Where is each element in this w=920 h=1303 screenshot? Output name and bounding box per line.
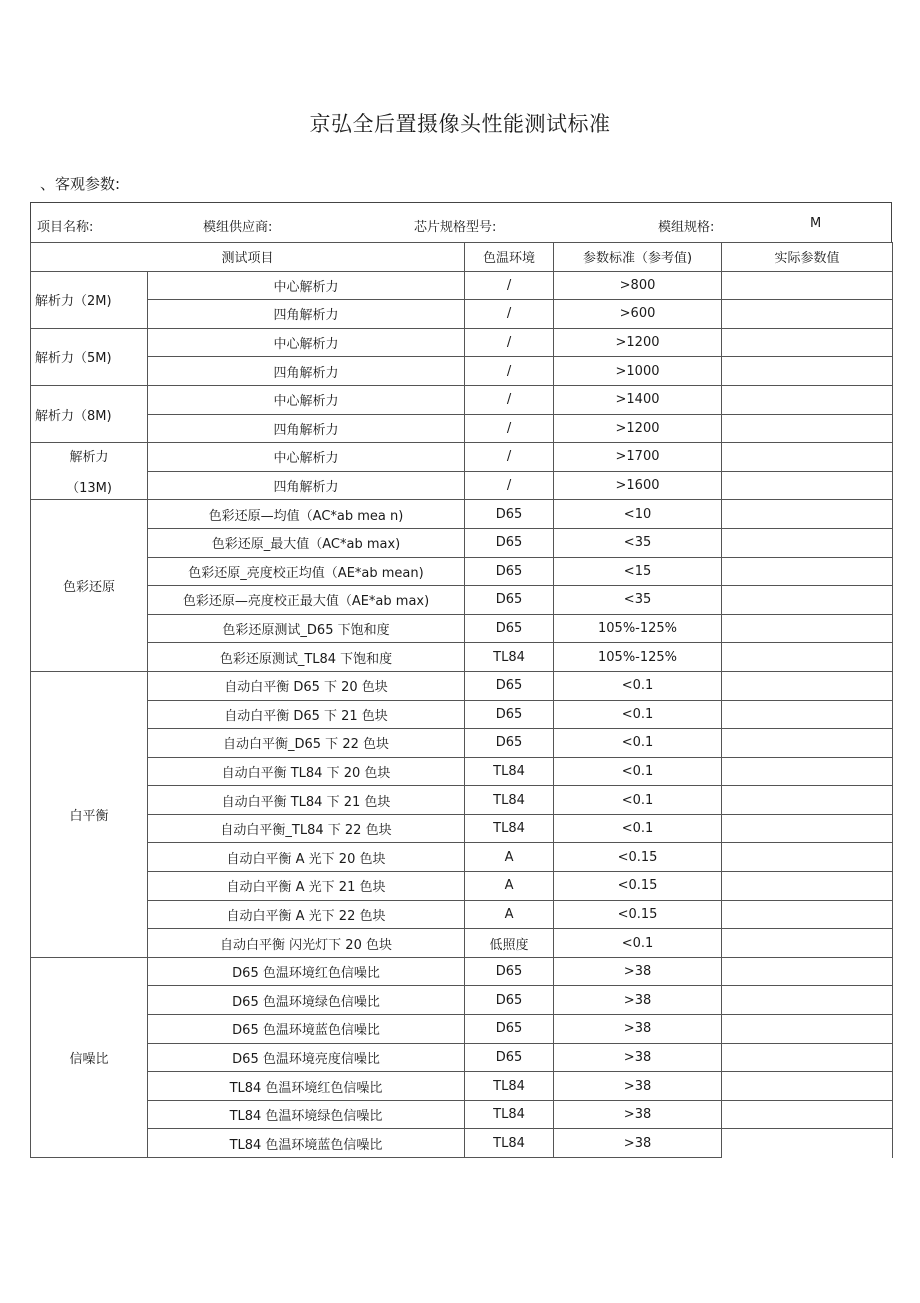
standard-cell: <10: [554, 500, 722, 529]
group-name-cell: [31, 443, 148, 500]
test-item-cell: 四角解析力: [148, 471, 465, 500]
standard-cell: >600: [554, 300, 722, 329]
color-temp-cell: TL84: [465, 1129, 554, 1158]
test-item-cell: 自动白平衡 A 光下 21 色块: [148, 872, 465, 901]
table-row: [31, 872, 893, 901]
group-name: 解析力（2M): [35, 294, 112, 310]
standard-cell: 105%-125%: [554, 614, 722, 643]
actual-value-cell[interactable]: [722, 471, 893, 500]
table-row: [31, 1015, 893, 1044]
table-row: [31, 900, 893, 929]
color-temp-cell: D65: [465, 957, 554, 986]
standard-cell: >1200: [554, 414, 722, 443]
actual-value-cell[interactable]: [722, 814, 893, 843]
table-row: [31, 1072, 893, 1101]
standard-cell: <0.1: [554, 757, 722, 786]
test-item-cell: D65 色温环境亮度信噪比: [148, 1043, 465, 1072]
group-name: 色彩还原: [62, 580, 115, 596]
actual-value-cell[interactable]: [722, 557, 893, 586]
actual-value-cell[interactable]: [722, 1129, 893, 1158]
table-row: [31, 271, 893, 300]
header-actual: 实际参数值: [722, 243, 893, 272]
actual-value-cell[interactable]: [722, 328, 893, 357]
test-item-cell: D65 色温环境蓝色信噪比: [148, 1015, 465, 1044]
color-temp-cell: D65: [465, 586, 554, 615]
table-row: [31, 1100, 893, 1129]
table-row: [31, 328, 893, 357]
test-item-cell: 自动白平衡_D65 下 22 色块: [148, 729, 465, 758]
table-row: [31, 471, 893, 500]
table-row: [31, 814, 893, 843]
color-temp-cell: /: [465, 357, 554, 386]
actual-value-cell[interactable]: [722, 757, 893, 786]
chip-model-label: 芯片规格型号:: [414, 220, 497, 235]
actual-value-cell[interactable]: [722, 643, 893, 672]
actual-value-cell[interactable]: [722, 700, 893, 729]
actual-value-cell[interactable]: [722, 443, 893, 472]
table-row: [31, 1043, 893, 1072]
color-temp-cell: /: [465, 328, 554, 357]
standard-cell: >38: [554, 957, 722, 986]
actual-value-cell[interactable]: [722, 957, 893, 986]
table-row: [31, 414, 893, 443]
color-temp-cell: D65: [465, 729, 554, 758]
standard-cell: <0.1: [554, 929, 722, 958]
table-row: [31, 729, 893, 758]
info-row: [30, 202, 892, 242]
color-temp-cell: D65: [465, 671, 554, 700]
section-heading: 、客观参数:: [40, 175, 121, 193]
test-item-cell: 四角解析力: [148, 300, 465, 329]
actual-value-cell[interactable]: [722, 1015, 893, 1044]
color-temp-cell: D65: [465, 614, 554, 643]
actual-value-cell[interactable]: [722, 1100, 893, 1129]
standard-cell: <0.15: [554, 900, 722, 929]
test-item-cell: 色彩还原测试_D65 下饱和度: [148, 614, 465, 643]
table-row: [31, 586, 893, 615]
standard-cell: <0.15: [554, 843, 722, 872]
color-temp-cell: /: [465, 443, 554, 472]
color-temp-cell: D65: [465, 528, 554, 557]
table-row: [31, 357, 893, 386]
standard-cell: >38: [554, 1015, 722, 1044]
standard-cell: >38: [554, 1100, 722, 1129]
test-item-cell: D65 色温环境红色信噪比: [148, 957, 465, 986]
standard-cell: >38: [554, 1129, 722, 1158]
table-row: [31, 786, 893, 815]
table-row: [31, 843, 893, 872]
actual-value-cell[interactable]: [722, 500, 893, 529]
table-row: [31, 986, 893, 1015]
group-name-cell: [31, 328, 148, 385]
actual-value-cell[interactable]: [722, 385, 893, 414]
test-item-cell: 色彩还原—均值（AC*ab mea n): [148, 500, 465, 529]
test-item-cell: 色彩还原测试_TL84 下饱和度: [148, 643, 465, 672]
standard-cell: <0.15: [554, 872, 722, 901]
test-item-cell: 色彩还原_亮度校正均值（AE*ab mean): [148, 557, 465, 586]
standard-cell: >800: [554, 271, 722, 300]
header-row: [31, 243, 893, 272]
group-name: 白平衡: [69, 808, 109, 824]
module-spec-label: 模组规格:: [658, 220, 715, 235]
group-name-line2: （13M): [66, 481, 112, 497]
actual-value-cell[interactable]: [722, 671, 893, 700]
actual-value-cell[interactable]: [722, 786, 893, 815]
header-test-item: 测试项目: [31, 243, 465, 272]
test-item-cell: TL84 色温环境蓝色信噪比: [148, 1129, 465, 1158]
actual-value-cell[interactable]: [722, 1072, 893, 1101]
test-item-cell: TL84 色温环境绿色信噪比: [148, 1100, 465, 1129]
standard-cell: >38: [554, 1043, 722, 1072]
color-temp-cell: 低照度: [465, 929, 554, 958]
color-temp-cell: TL84: [465, 643, 554, 672]
color-temp-cell: D65: [465, 1015, 554, 1044]
test-item-cell: 自动白平衡 闪光灯下 20 色块: [148, 929, 465, 958]
table-row: [31, 643, 893, 672]
actual-value-cell[interactable]: [722, 1043, 893, 1072]
table-row: [31, 671, 893, 700]
color-temp-cell: /: [465, 414, 554, 443]
page-title: 京弘全后置摄像头性能测试标准: [309, 112, 611, 136]
standard-cell: >38: [554, 1072, 722, 1101]
header-color-temp: 色温环境: [465, 243, 554, 272]
standard-cell: <0.1: [554, 814, 722, 843]
standard-cell: >1000: [554, 357, 722, 386]
color-temp-cell: TL84: [465, 1072, 554, 1101]
test-item-cell: TL84 色温环境红色信噪比: [148, 1072, 465, 1101]
test-item-cell: 四角解析力: [148, 357, 465, 386]
spec-table: [30, 242, 893, 1158]
color-temp-cell: A: [465, 872, 554, 901]
header-standard: 参数标准（参考值): [554, 243, 722, 272]
standard-cell: <0.1: [554, 700, 722, 729]
table-row: [31, 443, 893, 472]
color-temp-cell: D65: [465, 986, 554, 1015]
standard-cell: >1400: [554, 385, 722, 414]
group-name-cell: [31, 957, 148, 1157]
color-temp-cell: TL84: [465, 814, 554, 843]
color-temp-cell: A: [465, 900, 554, 929]
group-name: 解析力: [69, 450, 109, 466]
actual-value-cell[interactable]: [722, 414, 893, 443]
actual-value-cell[interactable]: [722, 843, 893, 872]
actual-value-cell[interactable]: [722, 271, 893, 300]
standard-cell: <15: [554, 557, 722, 586]
table-row: [31, 557, 893, 586]
group-name-cell: [31, 271, 148, 328]
test-item-cell: 自动白平衡 D65 下 20 色块: [148, 671, 465, 700]
standard-cell: <0.1: [554, 729, 722, 758]
test-item-cell: 四角解析力: [148, 414, 465, 443]
group-name: 解析力（8M): [35, 408, 112, 424]
test-item-cell: 中心解析力: [148, 385, 465, 414]
group-name-cell: [31, 385, 148, 442]
color-temp-cell: /: [465, 271, 554, 300]
standard-cell: >1200: [554, 328, 722, 357]
table-row: [31, 929, 893, 958]
test-item-cell: 自动白平衡 TL84 下 20 色块: [148, 757, 465, 786]
group-name-cell: [31, 500, 148, 672]
color-temp-cell: D65: [465, 1043, 554, 1072]
color-temp-cell: D65: [465, 557, 554, 586]
group-name-cell: [31, 671, 148, 957]
actual-value-cell[interactable]: [722, 900, 893, 929]
color-temp-cell: /: [465, 300, 554, 329]
actual-value-cell[interactable]: [722, 357, 893, 386]
actual-value-cell[interactable]: [722, 300, 893, 329]
table-row: [31, 500, 893, 529]
standard-cell: <0.1: [554, 786, 722, 815]
test-item-cell: 色彩还原_最大值（AC*ab max): [148, 528, 465, 557]
standard-cell: 105%-125%: [554, 643, 722, 672]
table-row: [31, 757, 893, 786]
color-temp-cell: D65: [465, 500, 554, 529]
project-name-label: 项目名称:: [37, 220, 94, 235]
standard-cell: >38: [554, 986, 722, 1015]
test-item-cell: 中心解析力: [148, 328, 465, 357]
test-item-cell: D65 色温环境绿色信噪比: [148, 986, 465, 1015]
actual-value-cell[interactable]: [722, 586, 893, 615]
color-temp-cell: TL84: [465, 757, 554, 786]
module-supplier-label: 模组供应商:: [203, 220, 273, 235]
table-row: [31, 300, 893, 329]
standard-cell: <35: [554, 528, 722, 557]
test-item-cell: 自动白平衡 A 光下 22 色块: [148, 900, 465, 929]
standard-cell: <0.1: [554, 671, 722, 700]
table-row: [31, 1129, 893, 1158]
actual-value-cell[interactable]: [722, 729, 893, 758]
table-row: [31, 700, 893, 729]
group-name: 解析力（5M): [35, 351, 112, 367]
color-temp-cell: A: [465, 843, 554, 872]
test-item-cell: 自动白平衡 A 光下 20 色块: [148, 843, 465, 872]
test-item-cell: 中心解析力: [148, 271, 465, 300]
test-item-cell: 色彩还原—亮度校正最大值（AE*ab max): [148, 586, 465, 615]
module-spec-value: M: [810, 216, 822, 231]
actual-value-cell[interactable]: [722, 614, 893, 643]
standard-cell: >1600: [554, 471, 722, 500]
actual-value-cell[interactable]: [722, 986, 893, 1015]
standard-cell: <35: [554, 586, 722, 615]
table-row: [31, 614, 893, 643]
color-temp-cell: TL84: [465, 786, 554, 815]
table-row: [31, 957, 893, 986]
standard-cell: >1700: [554, 443, 722, 472]
group-name: 信噪比: [69, 1051, 109, 1067]
color-temp-cell: TL84: [465, 1100, 554, 1129]
test-item-cell: 自动白平衡 TL84 下 21 色块: [148, 786, 465, 815]
actual-value-cell[interactable]: [722, 929, 893, 958]
table-row: [31, 385, 893, 414]
color-temp-cell: /: [465, 385, 554, 414]
table-row: [31, 528, 893, 557]
test-item-cell: 自动白平衡_TL84 下 22 色块: [148, 814, 465, 843]
color-temp-cell: D65: [465, 700, 554, 729]
actual-value-cell[interactable]: [722, 872, 893, 901]
test-item-cell: 自动白平衡 D65 下 21 色块: [148, 700, 465, 729]
actual-value-cell[interactable]: [722, 528, 893, 557]
color-temp-cell: /: [465, 471, 554, 500]
test-item-cell: 中心解析力: [148, 443, 465, 472]
